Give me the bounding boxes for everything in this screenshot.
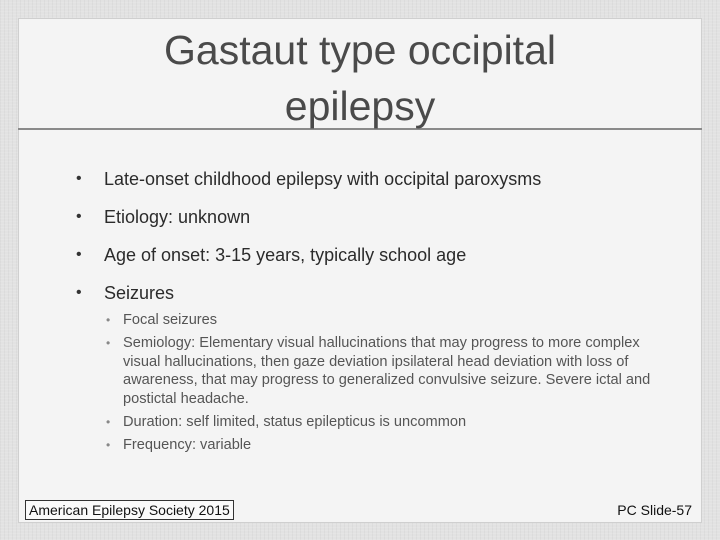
slide-content [76, 165, 666, 459]
sub-bullet-dot-icon: • [106, 336, 111, 350]
sub-bullet-text: Duration: self limited, status epilepticus is uncommon [123, 413, 467, 430]
bullet-item [76, 203, 666, 231]
bullet-dot-icon: • [76, 208, 82, 225]
sub-bullet-item [106, 436, 666, 455]
sub-bullet-text: Semiology: Elementary visual hallucinations that may progress to more complex visual hallucinations, then gaze deviation ipsilateral head deviation with loss of awareness, that may progress to generalized convulsive seizure. Severe ictal and postictal headache. [123, 335, 651, 407]
title-line-1: Gastaut type occipital [164, 27, 556, 73]
bullet-item [76, 279, 666, 307]
bullet-dot-icon: • [76, 284, 82, 301]
sub-bullet-item [106, 413, 666, 432]
footer-slide-number: PC Slide-57 [617, 502, 692, 518]
bullet-dot-icon: • [76, 246, 82, 263]
slide-title [60, 22, 660, 134]
bullet-item [76, 165, 666, 193]
sub-bullet-dot-icon: • [106, 414, 111, 429]
footer-organization: American Epilepsy Society 2015 [25, 500, 234, 520]
sub-bullet-text: Focal seizures [123, 312, 218, 328]
sub-bullet-dot-icon: • [106, 437, 111, 452]
title-line-2: epilepsy [284, 83, 436, 129]
bullet-text: Age of onset: 3-15 years, typically school age [104, 245, 467, 265]
bullet-text: Seizures [104, 283, 175, 303]
sub-bullet-list [106, 311, 666, 454]
bullet-item [76, 241, 666, 269]
bullet-dot-icon: • [76, 170, 82, 187]
sub-bullet-item [106, 311, 666, 330]
sub-bullet-text: Frequency: variable [123, 436, 252, 453]
bullet-text: Etiology: unknown [104, 207, 251, 227]
sub-bullet-dot-icon: • [106, 313, 111, 327]
bullet-text: Late-onset childhood epilepsy with occipital paroxysms [104, 169, 542, 189]
sub-bullet-item [106, 334, 666, 408]
